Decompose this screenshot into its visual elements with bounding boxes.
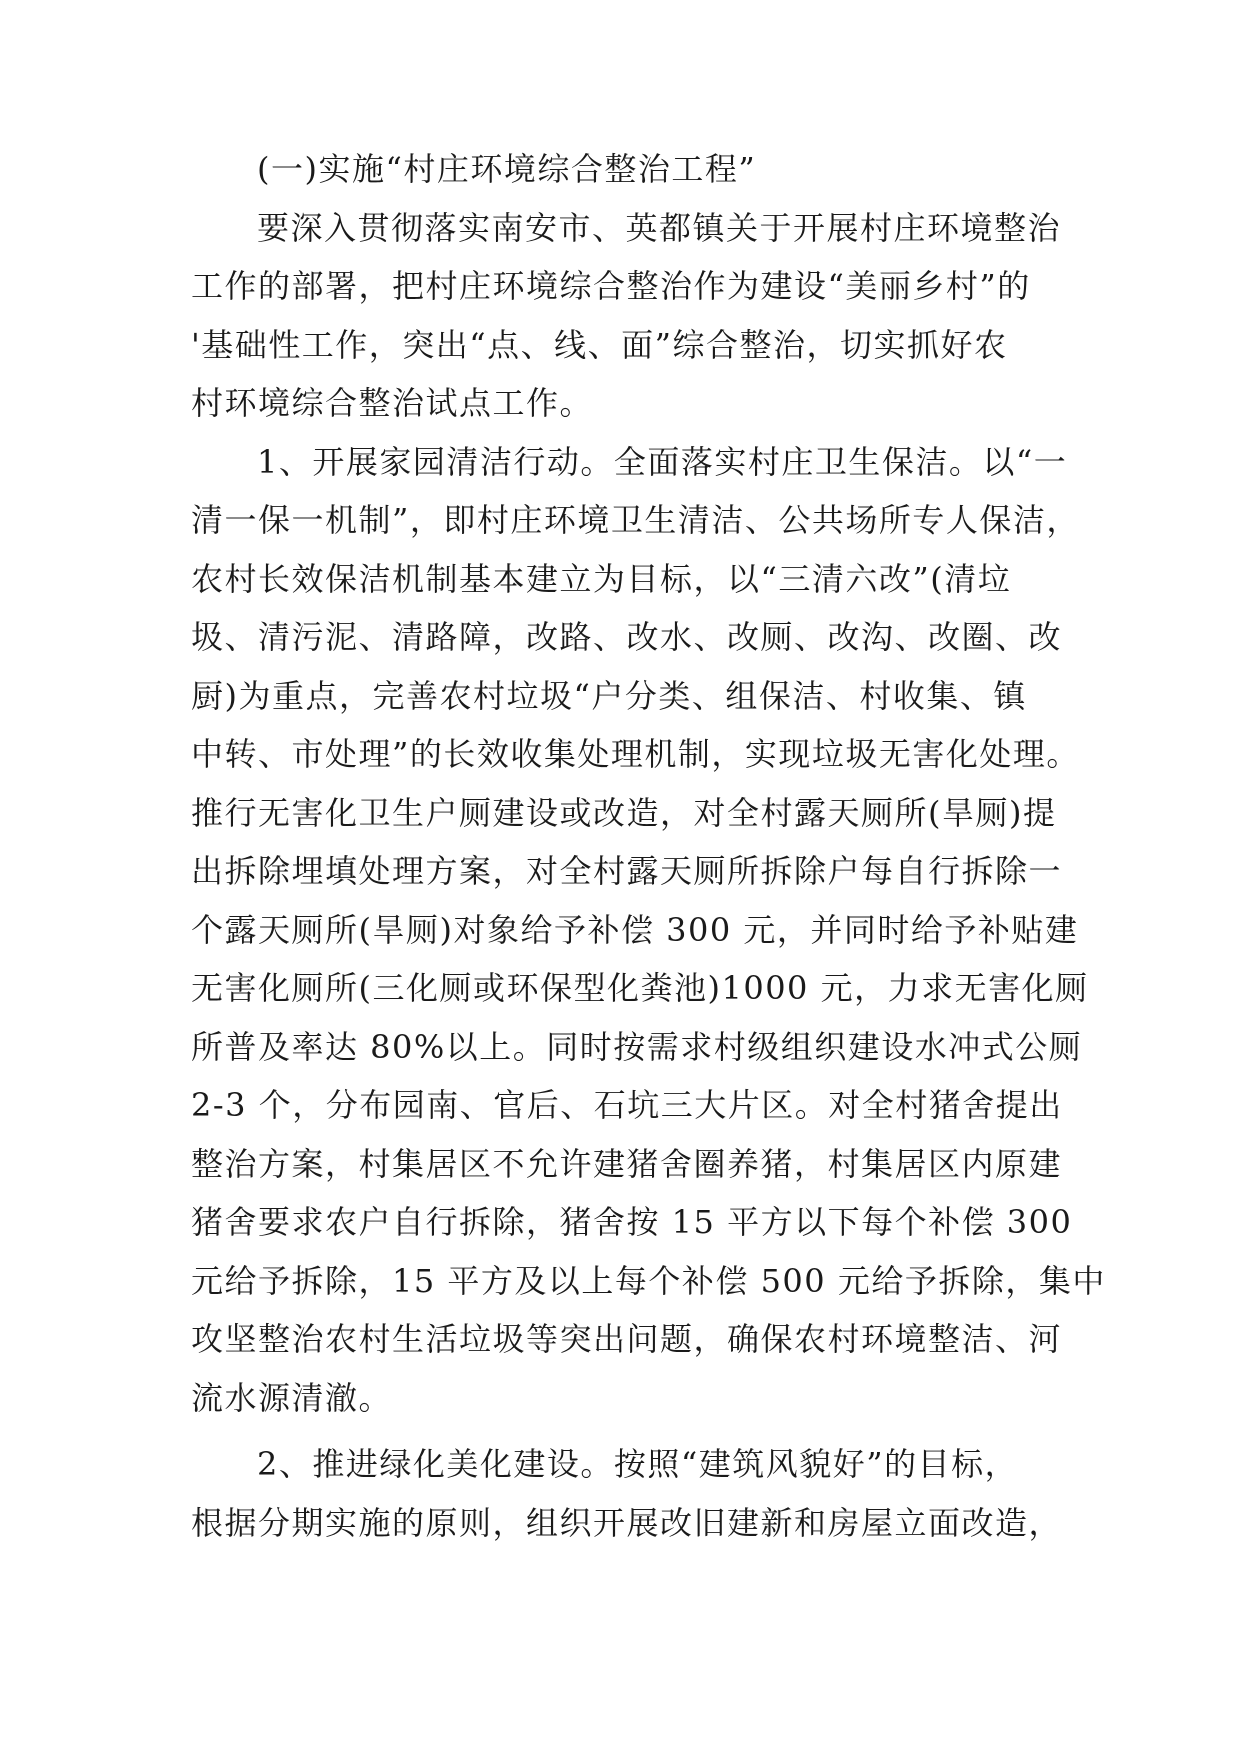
paragraph-line: 工作的部署，把村庄环境综合整治作为建设“美丽乡村”的 [191,267,1031,305]
paragraph-intro [191,199,1061,433]
paragraph-line: 1、开展家园清洁行动。全面落实村庄卫生保洁。以“一 [257,442,1068,481]
paragraph-greening [191,1435,1061,1552]
paragraph-line: 推行无害化卫生户厕建设或改造，对全村露天厕所(旱厕)提 [191,793,1057,832]
paragraph-line: 根据分期实施的原则，组织开展改旧建新和房屋立面改造， [191,1503,1063,1542]
paragraph-line: 出拆除埋填处理方案，对全村露天厕所拆除户每自行拆除一 [191,852,1063,890]
paragraph-line: 所普及率达 80%以上。同时按需求村级组织建设水冲式公厕 [191,1027,1083,1066]
paragraph-line: 农村长效保洁机制基本建立为目标，以“三清六改”(清垃 [191,559,1012,598]
paragraph-line: 猪舍要求农户自行拆除，猪舍按 15 平方以下每个补偿 300 [191,1203,1073,1241]
paragraph-line: 圾、清污泥、清路障，改路、改水、改厕、改沟、改圈、改 [191,618,1063,656]
paragraph-line: 要深入贯彻落实南安市、英都镇关于开展村庄环境整治 [257,208,1062,247]
paragraph-cleaning-action [191,433,1106,1428]
paragraph-line: '基础性工作，突出“点、线、面”综合整治，切实抓好农 [191,325,1008,364]
paragraph-line: 2-3 个，分布园南、官后、石坑三大片区。对全村猪舍提出 [191,1086,1063,1124]
paragraph-line: 中转、市处理”的长效收集处理机制，实现垃圾无害化处理。 [191,735,1080,773]
paragraph-line: 元给予拆除，15 平方及以上每个补偿 500 元给予拆除，集中 [191,1261,1106,1300]
paragraph-line: 无害化厕所(三化厕或环保型化粪池)1000 元，力求无害化厕 [191,969,1089,1007]
paragraph-line: 攻坚整治农村生活垃圾等突出问题，确保农村环境整洁、河 [191,1320,1063,1358]
paragraph-line: 流水源清澈。 [191,1378,393,1417]
document-body [191,140,1106,1552]
paragraph-line: 厨)为重点，完善农村垃圾“户分类、组保洁、村收集、镇 [191,676,1027,715]
paragraph-line: 整治方案，村集居区不允许建猪舍圈养猪，村集居区内原建 [191,1144,1063,1183]
paragraph-line: 2、推进绿化美化建设。按照“建筑风貌好”的目标， [257,1445,1019,1483]
paragraph-line: 清一保一机制”，即村庄环境卫生清洁、公共场所专人保洁， [191,501,1080,539]
section-heading: (一)实施“村庄环境综合整治工程” [257,150,757,188]
paragraph-line: 个露天厕所(旱厕)对象给予补偿 300 元，并同时给予补贴建 [191,910,1079,949]
paragraph-line: 村环境综合整治试点工作。 [191,384,594,422]
